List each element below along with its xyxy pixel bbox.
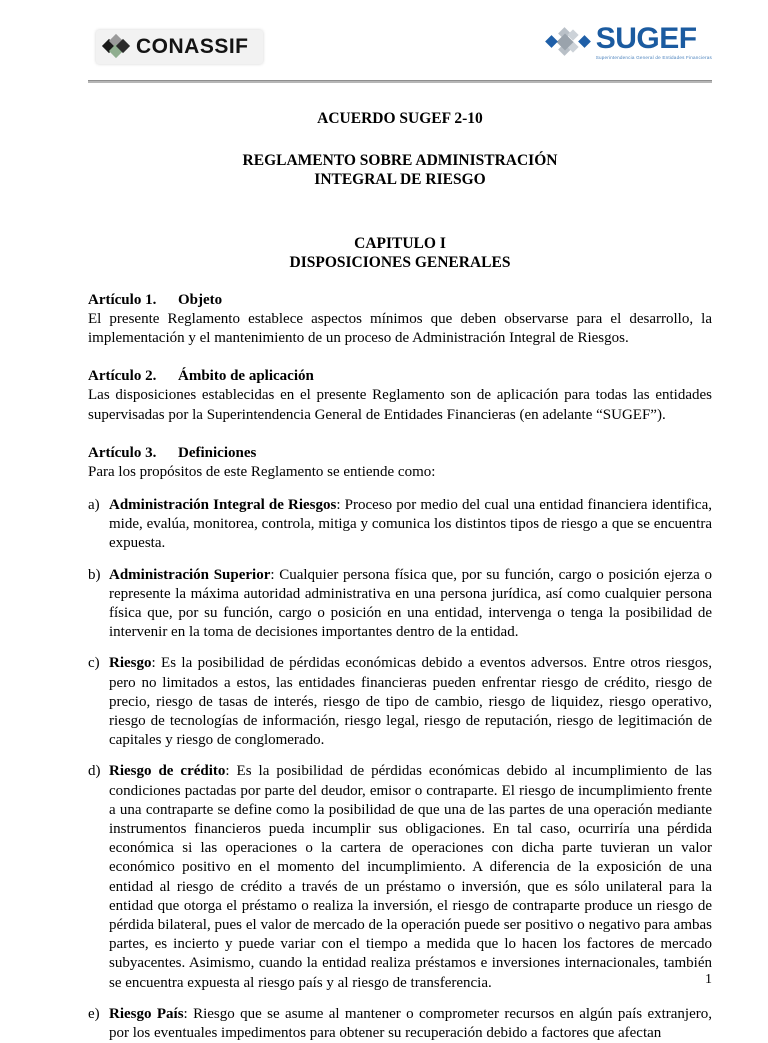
article-2-text: Las disposiciones establecidas en el presente Reglamento son de aplicación para todas las entidades supervisadas por la Superintendencia General de Entidades Financieras (en adelante “SUGEF”). [88, 387, 712, 423]
header-divider [88, 80, 712, 83]
article-3-text: Para los propósitos de este Reglamento se entiende como: [88, 463, 436, 480]
list-item-marker: b) [88, 566, 101, 583]
regulation-title [88, 151, 712, 189]
chapter-number: CAPITULO I [354, 235, 446, 252]
definition-text: : Es la posibilidad de pérdidas económicas debido al incumplimiento de las condiciones pactadas por parte del deudor, emisor o contraparte. El riesgo de incumplimiento frente a una contraparte se define como la posibilidad de que una de las partes de una operación mediante instrumentos financieros pueda incumplir sus obligaciones. En tal caso, ocurriría una pérdida económica si las operaciones o la cartera de operaciones con dicha parte tuvieran un valor económico positivo en el momento del incumplimiento. A diferencia de la exposición de una entidad al riesgo de crédito a través de un préstamo o inversión, que es sólo unilateral para la entidad que otorga el préstamo o realiza la inversión, el riesgo de contraparte produce un riesgo de pérdida bilateral, pues el valor de mercado de la operación puede ser positivo o negativo para ambas partes, es incierto y puede variar con el tiempo a medida que lo hacen los factores de mercado subyacentes. Asimismo, cuando la entidad realiza préstamos e inversiones internacionales, también se encuentra expuesta al riesgo país y al riesgo de transferencia. [109, 763, 712, 991]
list-item-body [109, 762, 712, 992]
list-item-body [109, 496, 712, 554]
article-1-heading: Artículo 1. Objeto [88, 292, 223, 308]
definition-term: Administración Integral de Riesgos [109, 497, 337, 514]
definition-text: : Riesgo que se asume al mantener o comprometer recursos en algún país extranjero, por los eventuales impedimentos para obtener su recuperación debido a factores que afectan [109, 1005, 712, 1042]
diamond-cluster-icon [547, 27, 589, 57]
list-item-body [109, 566, 712, 643]
conassif-wordmark: CONASSIF [136, 35, 249, 58]
regulation-title-line-1: REGLAMENTO SOBRE ADMINISTRACIÓN [242, 152, 558, 169]
list-item-marker: e) [88, 1005, 100, 1022]
document-body [88, 109, 712, 1043]
definition-term: Riesgo de crédito [109, 763, 226, 780]
article-3-heading: Artículo 3. Definiciones [88, 444, 257, 461]
list-item-body [109, 654, 712, 750]
list-item [88, 1005, 712, 1043]
definition-term: Riesgo País [109, 1005, 184, 1022]
diamond-cluster-icon [104, 36, 130, 58]
definition-term: Administración Superior [109, 566, 271, 583]
article-1-text: El presente Reglamento establece aspectos mínimos que deben observarse para el desarrollo, la implementación y el mantenimiento de un proceso de Administración Integral de Riesgos. [88, 311, 712, 347]
page-number: 1 [705, 972, 712, 987]
conassif-logo [96, 30, 263, 64]
definition-text: : Proceso por medio del cual una entidad financiera identifica, mide, evalúa, monitorea, controla, mitiga y comunica los distintos tipos de riesgo a que se encuentra expuesta. [109, 497, 712, 552]
definition-term: Riesgo [109, 655, 152, 672]
article-3 [88, 444, 712, 482]
sugef-wordmark: SUGEF [595, 22, 697, 55]
regulation-title-line-2: INTEGRAL DE RIESGO [314, 171, 486, 188]
article-1 [88, 291, 712, 348]
agreement-title [88, 109, 712, 128]
agreement-title-text: ACUERDO SUGEF 2-10 [317, 110, 483, 127]
list-item-marker: a) [88, 497, 100, 514]
chapter-subtitle: DISPOSICIONES GENERALES [289, 254, 511, 271]
list-item [88, 654, 712, 750]
definitions-list [88, 496, 712, 1043]
definition-text: : Cualquier persona física que, por su función, cargo o posición ejerza o represente la máxima autoridad administrativa en una persona jurídica, así como cualquier persona física que, por su función, cargo o posición en una entidad, intervenga o tenga la posibilidad de intervenir en la toma de decisiones importantes dentro de la entidad. [109, 566, 712, 641]
list-item-body [109, 1005, 712, 1043]
definition-text: : Es la posibilidad de pérdidas económicas debido a eventos adversos. Entre otros riesgos, pero no limitados a estos, las entidades financieras pueden enfrentar riesgo de crédito, riesgo de precio, riesgo de tasas de interés, riesgo de tipo de cambio, riesgo de liquidez, riesgo operativo, riesgo de tecnologías de información, riesgo legal, riesgo de reputación, riesgo de legitimación de capitales y riesgo de conglomerado. [109, 655, 712, 749]
article-2-heading: Artículo 2. Ámbito de aplicación [88, 368, 314, 385]
article-2 [88, 367, 712, 424]
list-item [88, 566, 712, 643]
list-item [88, 496, 712, 554]
document-page [0, 18, 768, 1042]
list-item-marker: c) [88, 655, 100, 672]
sugef-logo [547, 24, 712, 61]
list-item [88, 762, 712, 992]
chapter-heading [88, 234, 712, 272]
sugef-subtitle: Superintendencia General de Entidades Financieras [595, 55, 712, 60]
page-header [88, 18, 712, 80]
list-item-marker: d) [88, 763, 101, 780]
